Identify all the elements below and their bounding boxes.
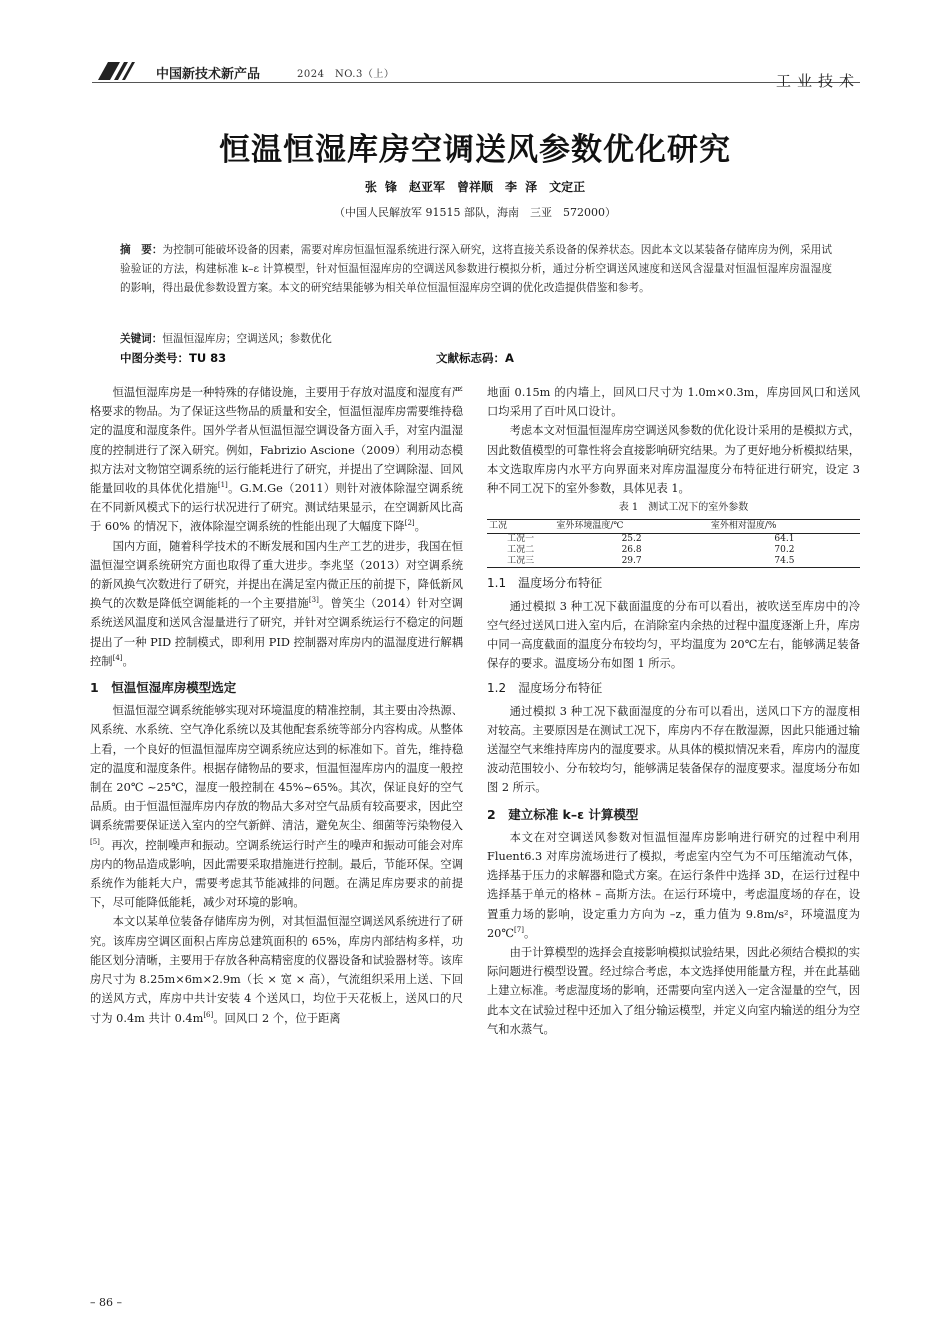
paragraph: 本文以某单位装备存储库房为例，对其恒温恒湿空调送风系统进行了研究。该库房空调区面积占库房总建筑面积的 65%，库房内部结构多样，功能区划分清晰，主要用于存放各种高精密度的仪器设备和试验器材等。该库房尺寸为 8.25m×6m×2.9m（长 × 宽 × 高），气流组织采用上送、下回的送风方式，库房中共计安装 4 个送风口，均位于天花板上，送风口的尺寸为 0.4m 共计 0.4m[6]。回风口 2 个，位于距离 xyxy=(90,915,463,1025)
author-affiliation: （中国人民解放军 91515 部队，海南 三亚 572000） xyxy=(334,206,616,219)
table-row xyxy=(487,534,860,546)
table-cell: 29.7 xyxy=(554,556,708,568)
table-column-header: 室外相对湿度/% xyxy=(709,520,860,534)
keywords xyxy=(120,331,832,346)
paragraph: 本文在对空调送风参数对恒温恒湿库房影响进行研究的过程中利用 Fluent6.3 对库房流场进行了模拟，考虑室内空气为不可压缩流动气体，选择基于压力的求解器和隐式方案。在运行条件中选择 3D，在运行过程中选择基于单元的格林 – 高斯方法。在运行环境中，考虑温度场的存在，设置重力场的影响，设定重力方向为 –z，重力值为 9.8m/s²，环境温度为 20℃[7]。 xyxy=(487,830,860,940)
running-header xyxy=(92,60,860,94)
table-cell: 工况二 xyxy=(507,545,535,556)
table-cell: 工况一 xyxy=(507,534,535,545)
paper-authors: 张 锋 赵亚军 曾祥顺 李 泽 文定正 xyxy=(364,180,586,194)
journal-logo-icon xyxy=(92,62,142,80)
citation[interactable]: [2] xyxy=(404,519,415,528)
paragraph: 恒温恒湿空调系统能够实现对环境温度的精准控制，其主要由冷热源、风系统、水系统、空气净化系统以及其他配套系统等部分内容构成。从整体上看，一个良好的恒温恒湿库房空调系统应达到的标准如下。首先，维持稳定的温度和湿度条件。根据存储物品的要求，恒温恒湿库房内的温度一般控制在 20℃ ~25℃，湿度一般控制在 45%~65%。其次，保证良好的空气品质。由于恒温恒湿库房内存放的物品大多对空气品质有较高要求，因此空调系统需要保证送入室内的空气新鲜、清洁，避免灰尘、细菌等污染物侵入[5]。再次，控制噪声和振动。空调系统运行时产生的噪声和振动可能会对库房内的物品造成影响，因此需要采取措施进行控制。最后，节能环保。空调系统作为能耗大户，需要考虑其节能减排的问题。在满足库房要求的前提下，尽可能降低能耗，减少对环境的影响。 xyxy=(90,704,463,910)
table-cell: 70.2 xyxy=(774,545,795,556)
table-cell: 工况三 xyxy=(487,556,554,568)
table-cell: 25.2 xyxy=(621,534,642,545)
outdoor-parameters-table xyxy=(487,519,860,568)
paragraph: 地面 0.15m 的内墙上，回风口尺寸为 1.0m×0.3m，库房回风口和送风口均采用了百叶风口设计。 xyxy=(487,386,860,419)
paragraph: 国内方面，随着科学技术的不断发展和国内生产工艺的进步，我国在恒温恒湿空调系统研究方面也取得了重大进步。李兆坚（2013）对空调系统的新风换气次数进行了研究，并提出在满足室内微正压的前提下，降低新风换气的次数是降低空调能耗的一个主要措施[3]。曾笑尘（2014）针对空调系统送风温度和送风含湿量进行了研究，并针对空调系统运行不稳定的问题提出了一种 PID 控制模式，即利用 PID 控制器对库房内的温湿度进行解耦控制[4]。 xyxy=(90,539,463,668)
abstract-label: 摘 要： xyxy=(120,244,163,256)
keywords-text: 恒温恒湿库房；空调送风；参数优化 xyxy=(162,333,332,345)
table-cell: 74.5 xyxy=(709,556,860,568)
paragraph: 通过模拟 3 种工况下截面温度的分布可以看出，被吹送至库房中的冷空气经过送风口进入室内后，在消除室内余热的过程中温度逐渐上升，库房中同一高度截面的温度分布较均匀，平均温度为 20℃左右，能够满足装备保存的要求。温度场分布如图 1 所示。 xyxy=(487,599,860,671)
abstract-text: 为控制可能破坏设备的因素，需要对库房恒温恒湿系统进行深入研究，这将直接关系设备的保养状态。因此本文以某装备存储库房为例，采用试验验证的方法，构建标准 k–ε 计算模型，针对恒温恒湿库房的空调送风参数进行模拟分析，通过分析空调送风速度和送风含湿量对恒温恒湿库房温湿度的影响，得出最优参数设置方案。本文的研究结果能够为相关单位恒温恒湿库房空调的优化改造提供借鉴和参考。 xyxy=(120,244,833,294)
table-header-row xyxy=(487,520,860,534)
paragraph: 考虑本文对恒温恒湿库房空调送风参数的优化设计采用的是模拟方式，因此数值模型的可靠性将会直接影响研究结果。为了更好地分析模拟结果，本文选取库房内水平方向界面来对库房温湿度分布特征进行研究，设定 3 种不同工况下的室外参数，具体见表 1。 xyxy=(487,424,860,496)
citation[interactable]: [7] xyxy=(514,926,524,935)
keywords-label: 关键词： xyxy=(120,333,163,345)
section-heading: 1 恒温恒湿库房模型选定 xyxy=(90,680,237,696)
subsection-heading: 1.2 湿度场分布特征 xyxy=(487,681,603,696)
journal-name: 中国新技术新产品 xyxy=(156,67,261,82)
table-column-header: 室外环境温度/℃ xyxy=(554,520,708,534)
table-cell: 26.8 xyxy=(621,545,642,556)
citation[interactable]: [3] xyxy=(308,596,319,605)
abstract xyxy=(120,241,832,298)
paragraph: 通过模拟 3 种工况下截面湿度的分布可以看出，送风口下方的湿度相对较高。主要原因是在测试工况下，库房内不存在散湿源，因此只能通过输送湿空气来维持库房内的湿度要求。从具体的模拟情况来看，库房内的湿度波动范围较小、分布较均匀，能够满足装备保存的湿度要求。湿度场分布如图 2 所示。 xyxy=(487,704,860,795)
paragraph: 恒温恒湿库房是一种特殊的存储设施，主要用于存放对温度和湿度有严格要求的物品。为了保证这些物品的质量和安全，恒温恒湿库房需要维持稳定的温度和湿度条件。国外学者从恒温恒湿空调设备方面入手，对室内温湿度的控制进行了深入研究。例如，Fabrizio Ascione（2009）利用动态模拟方法对文物馆空调系统的运行能耗进行了研究，并提出了空调除湿、回风能量回收的具体优化措施[1]。G.M.Ge（2011）则针对液体除湿空调系统在不同新风模式下的运行状况进行了研究。测试结果显示，在空调新风比高于 60% 的情况下，液体除湿空调系统的性能出现了大幅度下降[2]。 xyxy=(90,386,463,534)
clc-number: 中图分类号：TU 83 xyxy=(120,351,227,365)
right-column xyxy=(487,383,860,1039)
table-column-header: 工况 xyxy=(487,520,554,534)
section-name: 工业技术 xyxy=(775,72,860,90)
paper-title: 恒温恒湿库房空调送风参数优化研究 xyxy=(219,132,731,168)
table-cell: 64.1 xyxy=(774,534,795,545)
section-heading: 2 建立标准 k–ε 计算模型 xyxy=(487,806,639,822)
header-divider xyxy=(92,82,860,83)
page-number: – 86 – xyxy=(90,1296,122,1309)
table-caption: 表 1 测试工况下的室外参数 xyxy=(618,502,749,514)
citation[interactable]: [5] xyxy=(90,837,100,846)
citation[interactable]: [6] xyxy=(203,1010,214,1019)
table-row xyxy=(487,556,860,568)
table-row xyxy=(487,545,860,556)
citation[interactable]: [1] xyxy=(217,481,228,490)
citation[interactable]: [4] xyxy=(112,654,123,663)
journal-issue: 2024 NO.3（上） xyxy=(297,69,395,80)
document-code: 文献标志码：A xyxy=(436,351,514,365)
paragraph: 由于计算模型的选择会直接影响模拟试验结果，因此必须结合模拟的实际问题进行模型设置。经过综合考虑，本文选择使用能量方程，并在此基础上建立标准。考虑湿度场的影响，还需要向室内送入一定含湿量的空气，因此本文在试验过程中还加入了组分输运模型，并定义向室内输送的组分为空气和水蒸气。 xyxy=(487,946,860,1036)
left-column xyxy=(90,383,463,1028)
subsection-heading: 1.1 温度场分布特征 xyxy=(487,576,603,591)
